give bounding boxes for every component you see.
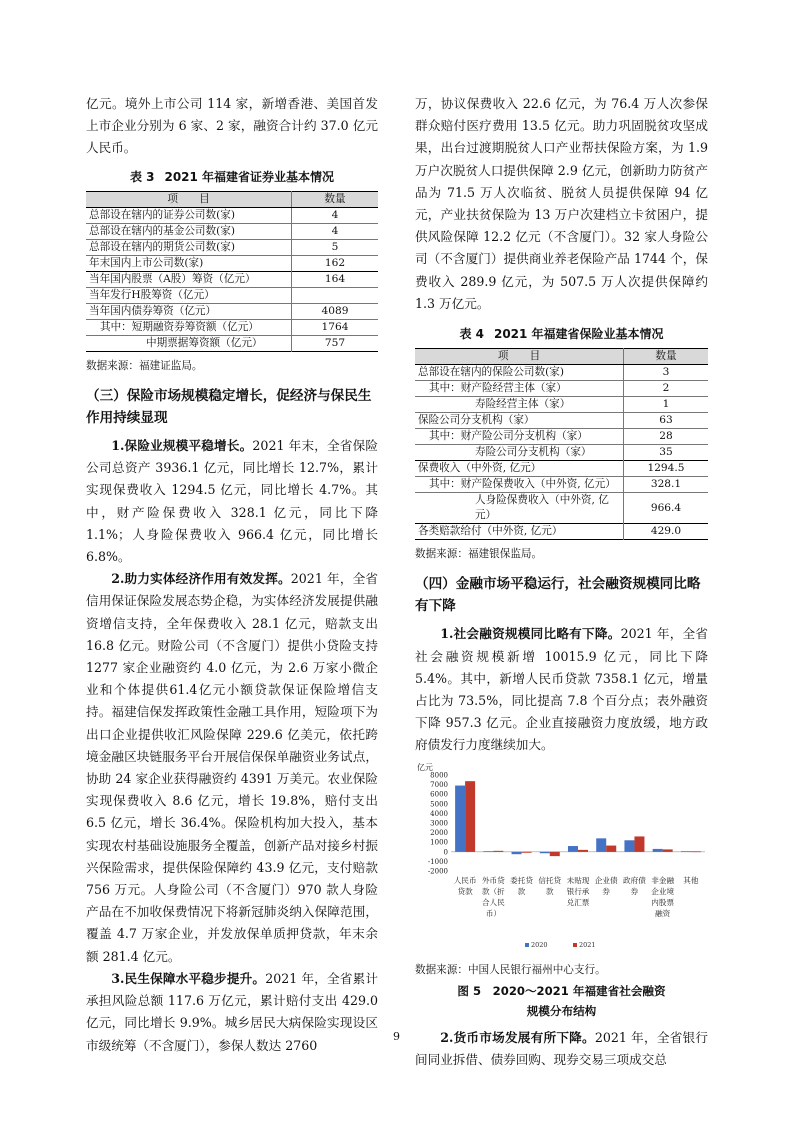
x-tick-label: 非金融企业境内股票融资 bbox=[651, 875, 675, 918]
table-row: 总部设在辖内的证券公司数(家) 4 bbox=[86, 207, 378, 223]
y-tick-label: 4000 bbox=[430, 809, 448, 818]
bar-2020 bbox=[540, 851, 550, 852]
bar-2020 bbox=[483, 851, 493, 852]
legend-swatch bbox=[573, 943, 577, 947]
table3-header-qty: 数量 bbox=[292, 191, 379, 207]
bar-2020 bbox=[568, 846, 578, 852]
left-column bbox=[86, 93, 378, 1057]
table3-title: 2021 年福建省证券业基本情况 bbox=[164, 169, 335, 184]
y-tick-label: 7000 bbox=[430, 780, 448, 789]
bar-2021 bbox=[578, 850, 588, 852]
table-row: 当年国内债券筹资（亿元） 4089 bbox=[86, 303, 378, 319]
legend-label: 2021 bbox=[579, 940, 596, 949]
table-row: 寿险公司分支机构（家） 35 bbox=[415, 445, 708, 461]
intro-paragraph: 亿元。境外上市公司 114 家，新增香港、美国首发上市企业分别为 6 家、2 家，融资合计约 37.0 亿元人民币。 bbox=[86, 96, 378, 156]
bar-2020 bbox=[512, 851, 522, 853]
y-axis-label: 亿元 bbox=[417, 762, 433, 772]
paragraph-money-market: 2.货币市场发展有所下降。2021 年，全省银行间同业拆借、债券回购、现券交易三项成交总 bbox=[415, 1029, 708, 1068]
y-tick-label: -1000 bbox=[427, 857, 448, 866]
x-tick-label: 其他 bbox=[683, 875, 699, 885]
table4-label: 表 4 bbox=[459, 327, 484, 342]
figure-caption: 图 5 2020～2021 年福建省社会融资 规模分布结构 bbox=[457, 983, 666, 1018]
bar-2021 bbox=[550, 851, 560, 855]
insurance-table bbox=[415, 348, 708, 540]
page-number: 9 bbox=[393, 1030, 400, 1043]
bar-2020 bbox=[596, 838, 606, 851]
table-row: 中期票据筹资额（亿元） 757 bbox=[86, 335, 378, 351]
x-tick-label: 信托贷款 bbox=[538, 875, 562, 896]
bar-2021 bbox=[465, 781, 475, 852]
table-row: 年末国内上市公司数(家) 162 bbox=[86, 255, 378, 271]
table-row: 其中：短期融资券筹资额（亿元） 1764 bbox=[86, 319, 378, 335]
table4-caption bbox=[415, 323, 708, 345]
table4-header-qty: 数量 bbox=[624, 349, 709, 365]
x-tick-label: 委托贷款 bbox=[510, 875, 533, 896]
bar-2020 bbox=[624, 840, 634, 852]
table-row: 其中：财产险公司分支机构（家） 28 bbox=[415, 429, 708, 445]
y-tick-label: 5000 bbox=[430, 799, 448, 808]
table4-title: 2021 年福建省保险业基本情况 bbox=[493, 327, 664, 342]
table-row: 人身险保费收入（中外资, 亿元） 966.4 bbox=[415, 493, 708, 524]
bar-2020 bbox=[681, 851, 691, 852]
x-tick-label: 人民币贷款 bbox=[453, 875, 477, 896]
y-tick-label: -2000 bbox=[427, 867, 448, 876]
bar-2021 bbox=[606, 845, 616, 851]
continued-paragraph: 万，协议保费收入 22.6 亿元，为 76.4 万人次参保群众赔付医疗费用 13.5 亿元。助力巩固脱贫攻坚成果，出台过渡期脱贫人口产业帮扶保险方案，为 1.9 万户次脱贫人口提供保障 2.9 亿元，创新助力防贫产品为 71.5 万人次临贫、脱贫人员提供保障 94 亿元，产业扶贫保险为 13 万户次建档立卡贫困户，提供风险保障 12.2 亿元（不含厦门）。32 家人身险公司（不含厦门）提供商业养老保险产品 1744 个，保费收入 289.9 亿元，为 507.5 万人次提供保障约 1.3 万亿元。 bbox=[415, 96, 708, 311]
x-tick-label: 未贴现银行承兑汇票 bbox=[566, 875, 590, 907]
bar-2020 bbox=[455, 785, 465, 851]
table-row: 其中：财产险经营主体（家） 2 bbox=[415, 381, 708, 397]
social-financing-chart bbox=[415, 761, 708, 956]
x-tick-label: 外币贷款（折合人民币） bbox=[481, 875, 505, 918]
y-tick-label: 0 bbox=[443, 847, 448, 856]
table-row: 总部设在辖内的基金公司数(家) 4 bbox=[86, 223, 378, 239]
paragraph-insurance-scale: 1.保险业规模平稳增长。2021 年末，全省保险公司总资产 3936.1 亿元，同比增长 12.7%，累计实现保费收入 1294.5 亿元，同比增长 4.7%。其中，财产险保费收入 328.1 亿元，同比下降 1.1%；人身险保费收入 966.4 亿元，同比增长 6.8%。 bbox=[86, 438, 378, 565]
table3-header-item: 项 目 bbox=[86, 191, 292, 207]
bar-2021 bbox=[493, 850, 503, 851]
table4-header-item: 项 目 bbox=[415, 349, 624, 365]
securities-table bbox=[86, 191, 378, 352]
x-tick-label: 政府债券 bbox=[623, 875, 646, 896]
y-tick-label: 1000 bbox=[430, 838, 448, 847]
legend-label: 2020 bbox=[531, 940, 548, 949]
paragraph-livelihood: 3.民生保障水平稳步提升。2021 年，全省累计承担风险总额 117.6 万亿元，累计赔付支出 429.0 亿元，同比增长 9.9%。城乡居民大病保险实现设区市级统筹（不含厦门），参保人数达 2760 bbox=[86, 970, 378, 1053]
bar-2021 bbox=[691, 851, 701, 852]
legend-swatch bbox=[525, 943, 529, 947]
table-row: 当年发行H股筹资（亿元） bbox=[86, 287, 378, 303]
bar-2021 bbox=[663, 849, 673, 851]
bar-2021 bbox=[522, 851, 532, 852]
paragraph-real-economy: 2.助力实体经济作用有效发挥。2021 年，全省信用保证保险发展态势企稳，为实体经济发展提供融资增信支持，全年保费收入 28.1 亿元，赔款支出 16.8 亿元。财险公司（不含厦门）提供小贷险支持 1277 家企业融资约 4.0 亿元，为 2.6 万家小微企业和个体提供61.4亿元小额贷款保证保险增信支持。福建信保发挥政策性金融工具作用，短险项下为出口企业提供收汇风险保障 229.6 亿美元，依托跨境金融区块链服务平台开展信保保单融资业务试点，协助 24 家企业获得融资约 4391 万美元。农业保险实现保费收入 8.6 亿元，增长 19.8%，赔付支出 6.5 亿元，增长 36.4%。保险机构加大投入，基本实现农村基础设施服务全覆盖，创新产品对接乡村振兴保险需求，提供保险保障约 43.9 亿元，支付赔款 756 万元。人身险公司（不含厦门）970 款人身险产品在不加收保费情况下将新冠肺炎纳入保障范围，覆盖 4.7 万家企业，并发放保单质押贷款，年末余额 281.4 亿元。 bbox=[86, 571, 378, 964]
table-row: 总部设在辖内的期货公司数(家) 5 bbox=[86, 239, 378, 255]
bar-2021 bbox=[634, 836, 644, 851]
section-heading-insurance: （三）保险市场规模稳定增长，促经济与保民生作用持续显现 bbox=[86, 388, 372, 427]
y-tick-label: 6000 bbox=[430, 790, 448, 799]
y-tick-label: 8000 bbox=[430, 771, 448, 780]
table-row: 保费收入（中外资, 亿元） 1294.5 bbox=[415, 461, 708, 477]
table3-caption bbox=[86, 166, 378, 188]
table3-label: 表 3 bbox=[129, 169, 155, 184]
table4-source: 数据来源：福建银保监局。 bbox=[415, 548, 543, 561]
table3-source: 数据来源：福建证监局。 bbox=[86, 359, 203, 372]
table-row: 寿险经营主体（家） 1 bbox=[415, 397, 708, 413]
table-row: 总部设在辖内的保险公司数(家) 3 bbox=[415, 365, 708, 381]
y-tick-label: 2000 bbox=[430, 828, 448, 837]
bar-2020 bbox=[653, 849, 663, 852]
section-heading-financial-market: （四）金融市场平稳运行，社会融资规模同比略有下降 bbox=[415, 576, 701, 615]
table-row: 其中：财产险保费收入（中外资, 亿元） 328.1 bbox=[415, 477, 708, 493]
right-column bbox=[415, 93, 708, 1071]
y-tick-label: 3000 bbox=[430, 819, 448, 828]
x-tick-label: 企业债券 bbox=[594, 875, 618, 896]
table-row: 当年国内股票（A股）筹资（亿元） 164 bbox=[86, 271, 378, 287]
table-row: 各类赔款给付（中外资, 亿元） 429.0 bbox=[415, 524, 708, 540]
table-row: 保险公司分支机构（家） 63 bbox=[415, 413, 708, 429]
figure-source: 数据来源：中国人民银行福州中心支行。 bbox=[415, 963, 606, 976]
paragraph-social-financing: 1.社会融资规模同比略有下降。2021 年，全省社会融资规模新增 10015.9 亿元，同比下降 5.4%。其中，新增人民币贷款 7358.1 亿元，增量占比为 73.5%，同比提高 7.8 个百分点；表外融资下降 957.3 亿元。企业直接融资力度放缓，地方政府债发行力度继续加大。 bbox=[415, 626, 708, 753]
